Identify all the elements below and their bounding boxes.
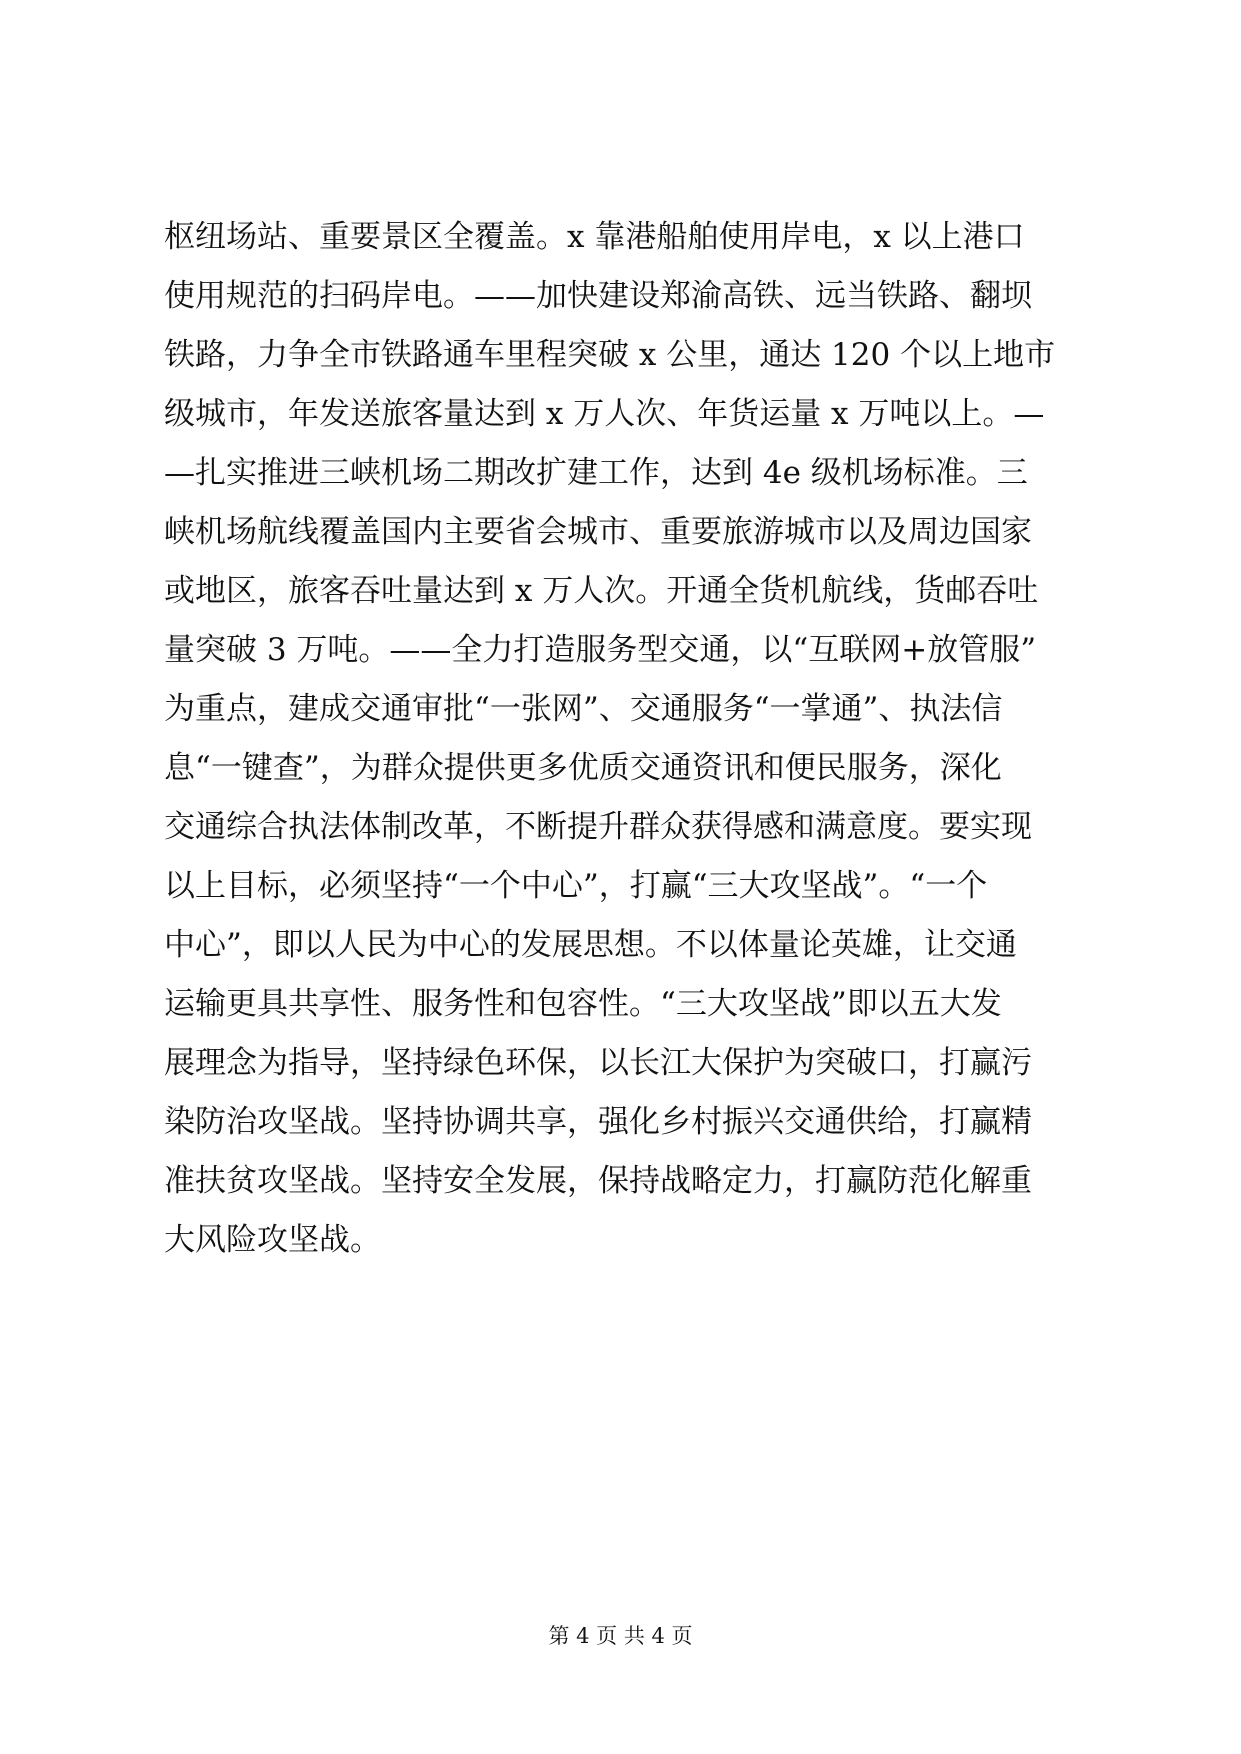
text-line: 铁路，力争全市铁路通车里程突破 x 公里，通达 120 个以上地市 <box>164 337 1056 373</box>
text-line: 交通综合执法体制改革，不断提升群众获得感和满意度。要实现 <box>164 809 1032 845</box>
text-line: —扎实推进三峡机场二期改扩建工作，达到 4e 级机场标准。三 <box>164 455 1028 491</box>
text-line: 中心”，即以人民为中心的发展思想。不以体量论英雄，让交通 <box>164 927 1017 963</box>
body-paragraph <box>164 208 1084 1270</box>
text-line: 量突破 3 万吨。——全力打造服务型交通，以“互联网+放管服” <box>164 632 1037 668</box>
text-line: 以上目标，必须坚持“一个中心”，打赢“三大攻坚战”。“一个 <box>164 868 988 904</box>
text-line: 运输更具共享性、服务性和包容性。“三大攻坚战”即以五大发 <box>164 986 1002 1022</box>
page-number-footer: 第 4 页 共 4 页 <box>548 1624 693 1648</box>
text-line: 使用规范的扫码岸电。——加快建设郑渝高铁、远当铁路、翻坝 <box>164 278 1032 314</box>
text-line: 展理念为指导，坚持绿色环保，以长江大保护为突破口，打赢污 <box>164 1045 1032 1081</box>
text-line: 峡机场航线覆盖国内主要省会城市、重要旅游城市以及周边国家 <box>164 514 1032 550</box>
text-line: 准扶贫攻坚战。坚持安全发展，保持战略定力，打赢防范化解重 <box>164 1163 1032 1199</box>
text-line: 大风险攻坚战。 <box>164 1222 381 1258</box>
text-line: 息“一键查”，为群众提供更多优质交通资讯和便民服务，深化 <box>164 750 1002 786</box>
text-line: 级城市，年发送旅客量达到 x 万人次、年货运量 x 万吨以上。— <box>164 396 1045 432</box>
text-line: 枢纽场站、重要景区全覆盖。x 靠港船舶使用岸电，x 以上港口 <box>164 219 1025 255</box>
text-line: 为重点，建成交通审批“一张网”、交通服务“一掌通”、执法信 <box>164 691 1003 727</box>
text-line: 染防治攻坚战。坚持协调共享，强化乡村振兴交通供给，打赢精 <box>164 1104 1032 1140</box>
text-line: 或地区，旅客吞吐量达到 x 万人次。开通全货机航线，货邮吞吐 <box>164 573 1039 609</box>
